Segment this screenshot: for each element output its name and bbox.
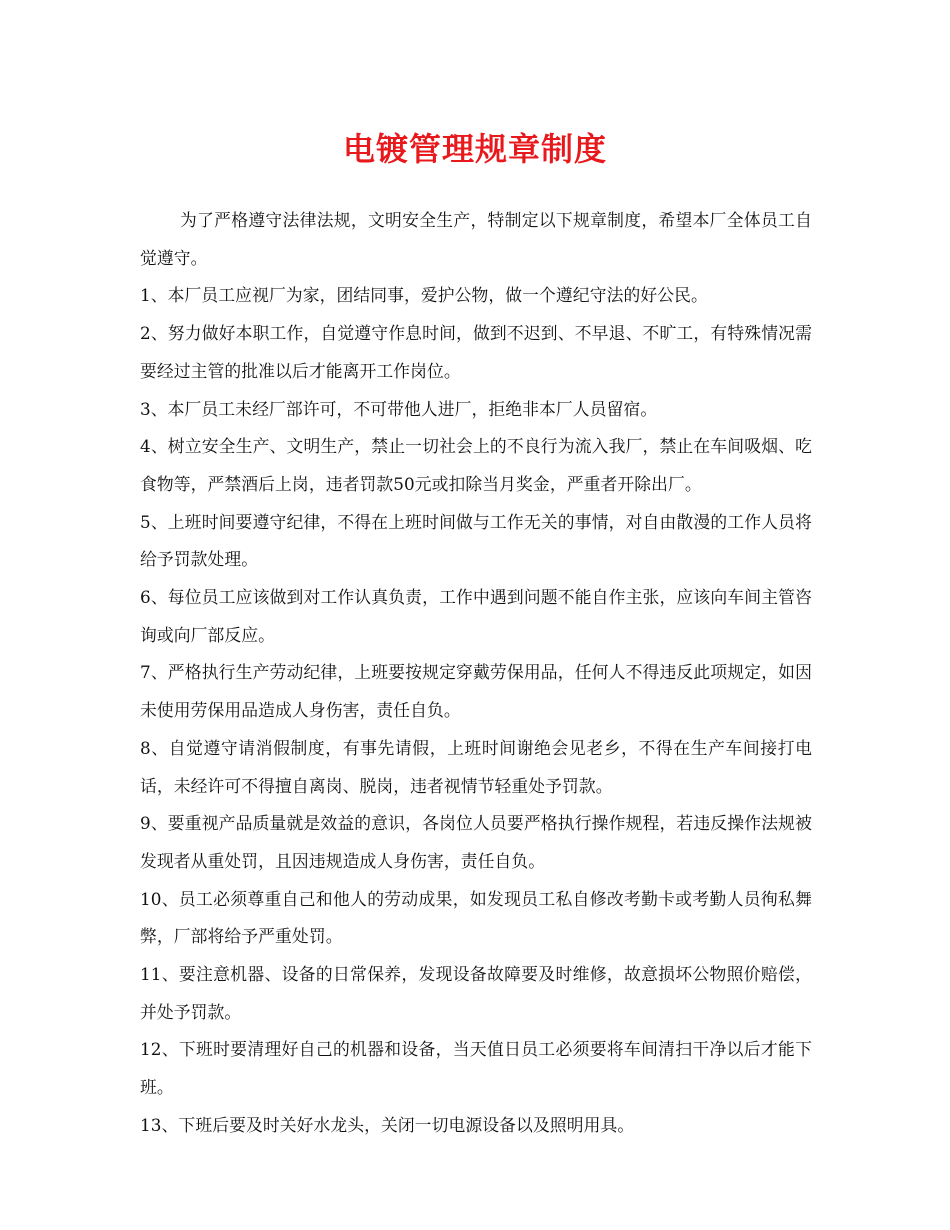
document-body xyxy=(140,202,812,1145)
rule-item-5: 5、上班时间要遵守纪律，不得在上班时间做与工作无关的事情，对自由散漫的工作人员将给予罚款处理。 xyxy=(140,511,812,570)
rule-item-8: 8、自觉遵守请消假制度，有事先请假，上班时间谢绝会见老乡，不得在生产车间接打电话，未经许可不得擅自离岗、脱岗，违者视情节轻重处予罚款。 xyxy=(140,737,812,796)
rule-item-9: 9、要重视产品质量就是效益的意识，各岗位人员要严格执行操作规程，若违反操作法规被发现者从重处罚，且因违规造成人身伤害，责任自负。 xyxy=(140,813,812,871)
rule-item-11: 11、要注意机器、设备的日常保养，发现设备故障要及时维修，故意损坏公物照价赔偿，并处予罚款。 xyxy=(140,964,812,1022)
rule-item-10: 10、员工必须尊重自己和他人的劳动成果，如发现员工私自修改考勤卡或考勤人员徇私舞弊，厂部将给予严重处罚。 xyxy=(140,888,812,947)
rule-item-12: 12、下班时要清理好自己的机器和设备，当天值日员工必须要将车间清扫干净以后才能下班。 xyxy=(140,1039,812,1098)
rule-item-4: 4、树立安全生产、文明生产，禁止一切社会上的不良行为流入我厂，禁止在车间吸烟、吃食物等，严禁酒后上岗，违者罚款50元或扣除当月奖金，严重者开除出厂。 xyxy=(140,436,812,494)
rule-item-2: 2、努力做好本职工作，自觉遵守作息时间，做到不迟到、不早退、不旷工，有特殊情况需要经过主管的批准以后才能离开工作岗位。 xyxy=(140,323,812,381)
rule-item-7: 7、严格执行生产劳动纪律，上班要按规定穿戴劳保用品，任何人不得违反此项规定，如因未使用劳保用品造成人身伤害，责任自负。 xyxy=(140,662,812,721)
rule-item-13: 13、下班后要及时关好水龙头，关闭一切电源设备以及照明用具。 xyxy=(140,1114,635,1135)
document-title: 电镀管理规章制度 xyxy=(342,130,607,168)
rule-item-3: 3、本厂员工未经厂部许可，不可带他人进厂，拒绝非本厂人员留宿。 xyxy=(140,398,658,419)
rule-item-6: 6、每位员工应该做到对工作认真负责，工作中遇到问题不能自作主张，应该向车间主管咨询或向厂部反应。 xyxy=(140,587,812,645)
intro-paragraph: 为了严格遵守法律法规，文明安全生产，特制定以下规章制度，希望本厂全体员工自觉遵守。 xyxy=(140,210,812,268)
rule-item-1: 1、本厂员工应视厂为家，团结同事，爱护公物，做一个遵纪守法的好公民。 xyxy=(140,285,708,306)
